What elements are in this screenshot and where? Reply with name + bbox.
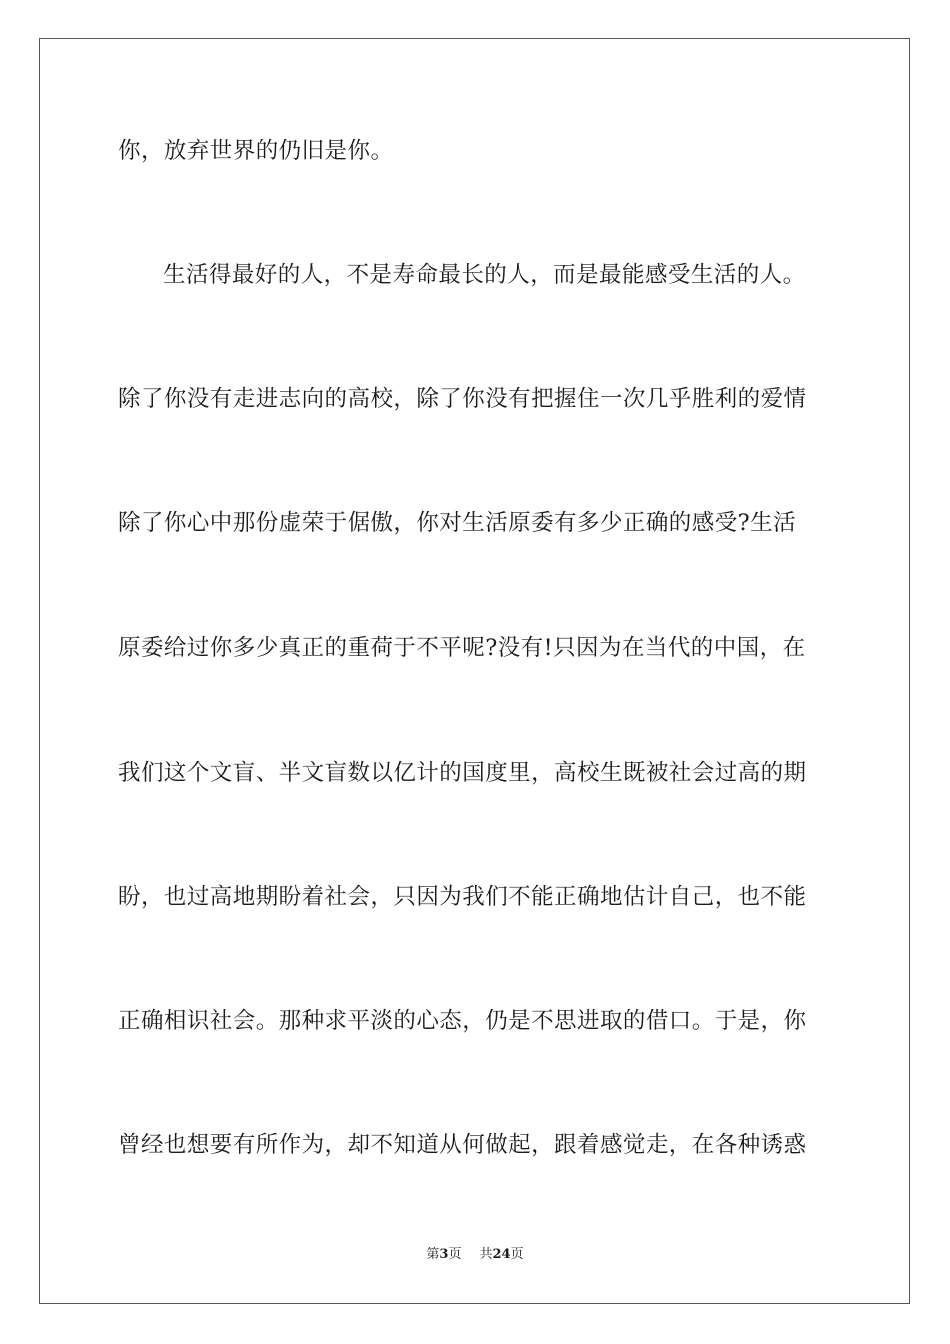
- page-border: [39, 38, 910, 1304]
- body-line-5: 原委给过你多少真正的重荷于不平呢?没有!只因为在当代的中国，在: [118, 635, 806, 661]
- body-line-2: 生活得最好的人，不是寿命最长的人，而是最能感受生活的人。: [163, 262, 806, 288]
- page-footer: [0, 1246, 950, 1264]
- body-line-3: 除了你没有走进志向的高校，除了你没有把握住一次几乎胜利的爱情: [118, 386, 807, 412]
- body-line-7: 盼，也过高地期盼着社会，只因为我们不能正确地估计自己，也不能: [118, 884, 807, 910]
- page-number: 3: [439, 1247, 449, 1262]
- page-prefix: 第: [426, 1247, 440, 1262]
- body-line-4: 除了你心中那份虚荣于倨傲，你对生活原委有多少正确的感受?生活: [118, 510, 797, 536]
- body-line-9: 曾经也想要有所作为，却不知道从何做起，跟着感觉走，在各种诱惑: [118, 1132, 807, 1158]
- page-suffix: 页: [448, 1247, 462, 1262]
- body-line-1: 你，放弃世界的仍旧是你。: [118, 138, 394, 164]
- total-suffix: 页: [510, 1247, 524, 1262]
- body-line-8: 正确相识社会。那种求平淡的心态，仍是不思进取的借口。于是，你: [118, 1008, 807, 1034]
- body-line-6: 我们这个文盲、半文盲数以亿计的国度里，高校生既被社会过高的期: [118, 760, 807, 786]
- total-prefix: 共: [479, 1247, 493, 1262]
- total-pages: 24: [492, 1247, 511, 1262]
